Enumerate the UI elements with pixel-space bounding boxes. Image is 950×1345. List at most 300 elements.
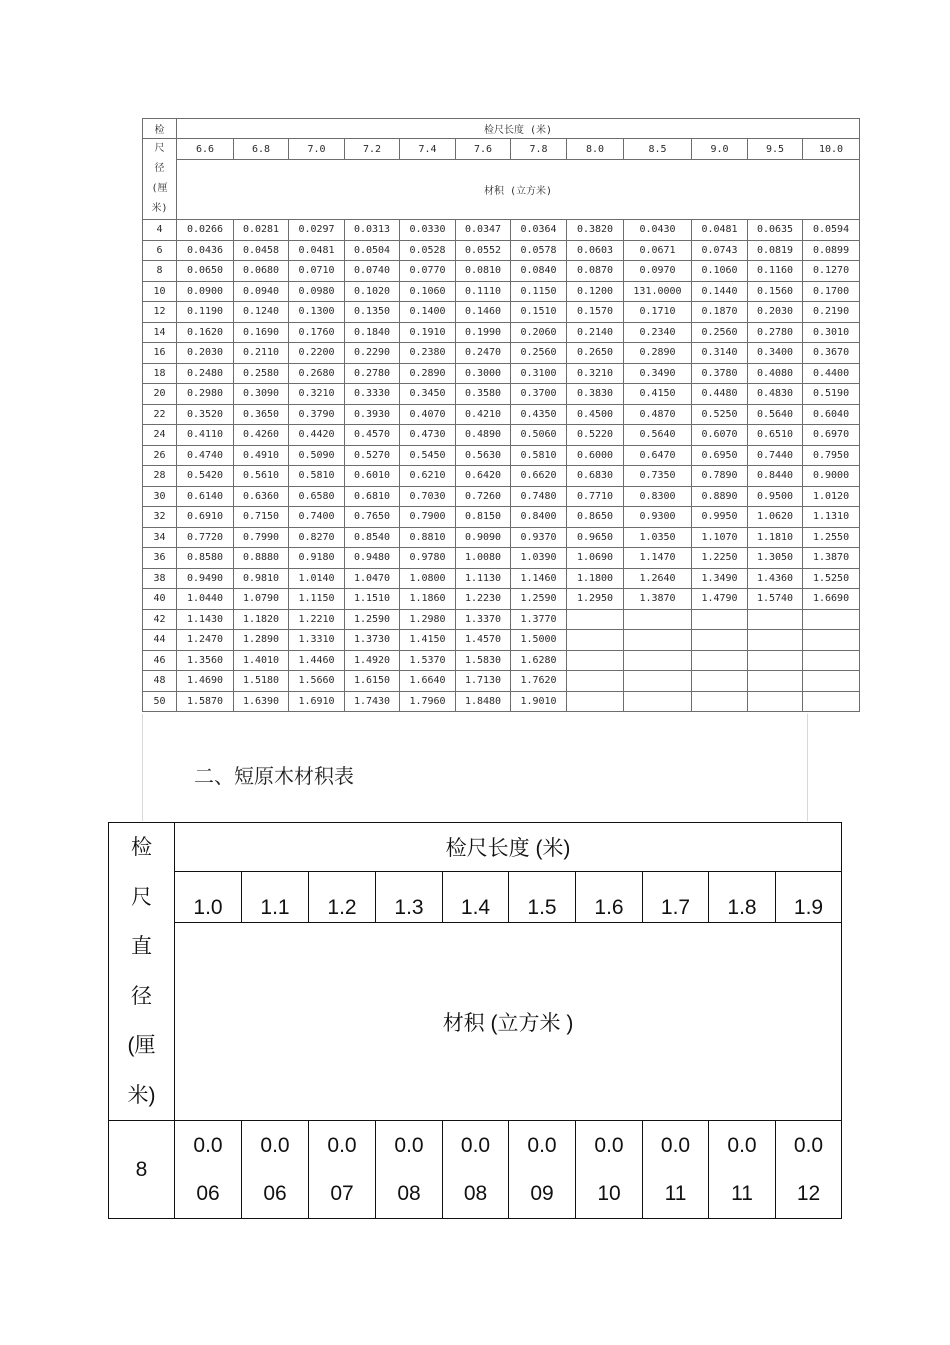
volume-cell: 0.0594 xyxy=(803,220,860,241)
volume-cell: 0.9480 xyxy=(345,548,400,569)
volume-cell: 0.6950 xyxy=(692,445,748,466)
volume-cell: 0.7150 xyxy=(234,507,289,528)
volume-cell: 1.2210 xyxy=(289,609,345,630)
volume-cell: 0.6140 xyxy=(177,486,234,507)
volume-cell: 0.4350 xyxy=(511,404,567,425)
volume-cell: 0.5060 xyxy=(511,425,567,446)
volume-cell: 0.0528 xyxy=(400,240,456,261)
length-header-cell: 1.8 xyxy=(709,872,776,923)
volume-cell: 0.6830 xyxy=(567,466,624,487)
volume-cell xyxy=(567,630,624,651)
volume-cell: 0.1690 xyxy=(234,322,289,343)
table-row xyxy=(143,404,860,425)
volume-cell: 0.6910 xyxy=(177,507,234,528)
table-row xyxy=(143,240,860,261)
volume-cell: 1.2890 xyxy=(234,630,289,651)
volume-cell-line: 0.0 xyxy=(193,1133,223,1157)
volume-cell: 0.0900 xyxy=(177,281,234,302)
volume-cell: 0.2650 xyxy=(567,343,624,364)
volume-cell: 1.4360 xyxy=(748,568,803,589)
diameter-cell: 44 xyxy=(143,630,177,651)
volume-cell: 0.2470 xyxy=(456,343,511,364)
length-header-cell: 1.5 xyxy=(509,872,576,923)
volume-cell: 0.2030 xyxy=(177,343,234,364)
volume-cell: 1.6910 xyxy=(289,691,345,712)
volume-cell: 0.1510 xyxy=(511,302,567,323)
volume-cell: 0.5270 xyxy=(345,445,400,466)
diameter-cell: 14 xyxy=(143,322,177,343)
volume-cell xyxy=(624,691,692,712)
volume-cell: 0.0819 xyxy=(748,240,803,261)
volume-cell: 0.6070 xyxy=(692,425,748,446)
volume-cell: 0.1160 xyxy=(748,261,803,282)
volume-cell: 0.4080 xyxy=(748,363,803,384)
volume-cell xyxy=(175,1121,242,1219)
diameter-label-line: 尺 xyxy=(154,143,165,154)
volume-cell: 0.6470 xyxy=(624,445,692,466)
table-row xyxy=(109,1121,842,1219)
volume-cell: 0.5630 xyxy=(456,445,511,466)
volume-cell xyxy=(709,1121,776,1219)
volume-cell xyxy=(376,1121,443,1219)
volume-cell: 1.0390 xyxy=(511,548,567,569)
volume-cell: 0.0680 xyxy=(234,261,289,282)
volume-cell xyxy=(692,691,748,712)
diameter-cell: 20 xyxy=(143,384,177,405)
volume-cell: 0.9490 xyxy=(177,568,234,589)
volume-cell: 1.1150 xyxy=(289,589,345,610)
volume-cell: 0.2980 xyxy=(177,384,234,405)
volume-cell: 0.1910 xyxy=(400,322,456,343)
volume-cell: 0.7650 xyxy=(345,507,400,528)
volume-cell: 0.1240 xyxy=(234,302,289,323)
volume-cell: 0.2480 xyxy=(177,363,234,384)
table-row xyxy=(143,343,860,364)
volume-cell: 0.4740 xyxy=(177,445,234,466)
timber-volume-table-long xyxy=(142,118,860,712)
volume-cell: 0.4870 xyxy=(624,404,692,425)
volume-cell: 0.1400 xyxy=(400,302,456,323)
volume-cell: 0.3650 xyxy=(234,404,289,425)
volume-cell: 0.8890 xyxy=(692,486,748,507)
volume-cell: 0.1570 xyxy=(567,302,624,323)
volume-cell: 0.3670 xyxy=(803,343,860,364)
volume-cell: 1.9010 xyxy=(511,691,567,712)
length-header-cell: 1.7 xyxy=(643,872,709,923)
volume-cell xyxy=(748,691,803,712)
volume-cell: 1.6280 xyxy=(511,650,567,671)
diameter-cell: 28 xyxy=(143,466,177,487)
volume-cell: 0.0364 xyxy=(511,220,567,241)
volume-cell: 0.1190 xyxy=(177,302,234,323)
volume-cell xyxy=(309,1121,376,1219)
volume-cell: 1.2550 xyxy=(803,527,860,548)
volume-cell: 0.3790 xyxy=(289,404,345,425)
volume-cell: 0.8300 xyxy=(624,486,692,507)
volume-cell xyxy=(692,609,748,630)
diameter-cell: 26 xyxy=(143,445,177,466)
volume-cell: 0.1710 xyxy=(624,302,692,323)
section-heading: 二、短原木材积表 xyxy=(194,764,354,788)
volume-cell: 0.0504 xyxy=(345,240,400,261)
volume-cell: 0.8580 xyxy=(177,548,234,569)
length-title: 检尺长度 (米) xyxy=(177,119,860,139)
length-header-cell: 7.0 xyxy=(289,139,345,160)
volume-cell: 0.3820 xyxy=(567,220,624,241)
length-header-cell: 1.1 xyxy=(242,872,309,923)
volume-cell: 0.7990 xyxy=(234,527,289,548)
volume-cell xyxy=(509,1121,576,1219)
volume-cell: 1.0350 xyxy=(624,527,692,548)
volume-cell xyxy=(803,630,860,651)
volume-cell: 0.2060 xyxy=(511,322,567,343)
volume-cell: 1.2470 xyxy=(177,630,234,651)
volume-cell: 0.2290 xyxy=(345,343,400,364)
volume-cell: 1.4920 xyxy=(345,650,400,671)
volume-cell xyxy=(567,650,624,671)
length-header-cell: 6.6 xyxy=(177,139,234,160)
volume-cell: 0.1700 xyxy=(803,281,860,302)
volume-cell: 0.9090 xyxy=(456,527,511,548)
volume-cell: 0.0313 xyxy=(345,220,400,241)
volume-cell xyxy=(748,609,803,630)
volume-cell: 1.1430 xyxy=(177,609,234,630)
volume-cell: 0.2560 xyxy=(511,343,567,364)
volume-cell xyxy=(803,671,860,692)
volume-cell: 0.6000 xyxy=(567,445,624,466)
volume-cell xyxy=(567,671,624,692)
volume-cell: 0.2780 xyxy=(345,363,400,384)
volume-cell: 1.5370 xyxy=(400,650,456,671)
volume-cell: 0.6810 xyxy=(345,486,400,507)
volume-cell: 0.0436 xyxy=(177,240,234,261)
volume-cell xyxy=(748,630,803,651)
diameter-cell: 38 xyxy=(143,568,177,589)
volume-cell: 1.4570 xyxy=(456,630,511,651)
volume-cell: 1.2590 xyxy=(511,589,567,610)
diameter-cell: 50 xyxy=(143,691,177,712)
volume-cell: 0.1020 xyxy=(345,281,400,302)
volume-cell: 1.7130 xyxy=(456,671,511,692)
volume-cell xyxy=(803,609,860,630)
volume-cell: 0.1990 xyxy=(456,322,511,343)
volume-cell: 0.4730 xyxy=(400,425,456,446)
table-row xyxy=(143,220,860,241)
volume-cell: 0.0840 xyxy=(511,261,567,282)
length-header-cell: 1.4 xyxy=(443,872,509,923)
volume-cell: 1.0470 xyxy=(345,568,400,589)
length-header-cell: 7.8 xyxy=(511,139,567,160)
volume-cell: 1.1800 xyxy=(567,568,624,589)
table-row xyxy=(143,445,860,466)
volume-cell: 0.0743 xyxy=(692,240,748,261)
volume-cell: 0.4480 xyxy=(692,384,748,405)
volume-cell: 1.4460 xyxy=(289,650,345,671)
diameter-cell: 40 xyxy=(143,589,177,610)
diameter-cell: 12 xyxy=(143,302,177,323)
volume-cell: 1.0800 xyxy=(400,568,456,589)
volume-cell: 0.4500 xyxy=(567,404,624,425)
table-row xyxy=(143,486,860,507)
volume-cell: 0.4830 xyxy=(748,384,803,405)
volume-cell: 1.2230 xyxy=(456,589,511,610)
volume-cell xyxy=(624,650,692,671)
volume-cell xyxy=(567,609,624,630)
length-title: 检尺长度 (米) xyxy=(175,823,842,872)
volume-cell: 0.3780 xyxy=(692,363,748,384)
table-row xyxy=(143,302,860,323)
volume-cell: 0.3090 xyxy=(234,384,289,405)
volume-cell: 1.2950 xyxy=(567,589,624,610)
volume-cell: 0.9810 xyxy=(234,568,289,589)
volume-cell: 0.6970 xyxy=(803,425,860,446)
volume-cell: 1.0620 xyxy=(748,507,803,528)
diameter-cell: 16 xyxy=(143,343,177,364)
volume-cell: 0.4910 xyxy=(234,445,289,466)
volume-cell: 0.8650 xyxy=(567,507,624,528)
volume-cell-line: 07 xyxy=(330,1181,354,1205)
volume-cell: 0.2780 xyxy=(748,322,803,343)
length-header-cell: 8.0 xyxy=(567,139,624,160)
material-volume-label: 材积 (立方米 ) xyxy=(175,923,842,1121)
volume-cell: 0.5090 xyxy=(289,445,345,466)
diameter-cell: 30 xyxy=(143,486,177,507)
volume-cell: 0.5640 xyxy=(624,425,692,446)
volume-cell: 1.6150 xyxy=(345,671,400,692)
volume-cell: 0.3140 xyxy=(692,343,748,364)
table-row xyxy=(143,281,860,302)
diameter-label-line: 米) xyxy=(151,203,168,214)
volume-cell: 0.3580 xyxy=(456,384,511,405)
table-row xyxy=(143,384,860,405)
volume-cell: 0.0578 xyxy=(511,240,567,261)
diameter-cell: 24 xyxy=(143,425,177,446)
volume-cell-line: 11 xyxy=(731,1181,753,1205)
length-header-cell: 1.6 xyxy=(576,872,643,923)
volume-cell: 0.9370 xyxy=(511,527,567,548)
volume-cell: 1.5180 xyxy=(234,671,289,692)
volume-cell: 0.5420 xyxy=(177,466,234,487)
volume-cell: 0.3490 xyxy=(624,363,692,384)
volume-cell: 131.0000 xyxy=(624,281,692,302)
volume-cell: 0.2890 xyxy=(624,343,692,364)
volume-cell: 0.9500 xyxy=(748,486,803,507)
volume-cell: 0.4570 xyxy=(345,425,400,446)
volume-cell: 1.5000 xyxy=(511,630,567,651)
volume-cell-line: 0.0 xyxy=(460,1133,491,1157)
diameter-cell: 22 xyxy=(143,404,177,425)
volume-cell: 1.3490 xyxy=(692,568,748,589)
diameter-cell: 18 xyxy=(143,363,177,384)
volume-cell: 1.0690 xyxy=(567,548,624,569)
volume-cell: 0.0635 xyxy=(748,220,803,241)
volume-cell: 1.2980 xyxy=(400,609,456,630)
volume-cell: 0.1350 xyxy=(345,302,400,323)
volume-cell: 0.0970 xyxy=(624,261,692,282)
volume-cell: 0.3330 xyxy=(345,384,400,405)
volume-cell: 0.6040 xyxy=(803,404,860,425)
volume-cell: 0.0330 xyxy=(400,220,456,241)
timber-volume-table-short xyxy=(108,822,842,1219)
table-row xyxy=(143,589,860,610)
volume-cell-line: 0.0 xyxy=(793,1133,824,1157)
volume-cell: 1.0080 xyxy=(456,548,511,569)
volume-cell: 0.1870 xyxy=(692,302,748,323)
volume-cell-line: 0.0 xyxy=(527,1133,557,1157)
volume-cell xyxy=(692,671,748,692)
volume-cell: 0.2030 xyxy=(748,302,803,323)
volume-cell: 0.5250 xyxy=(692,404,748,425)
volume-cell xyxy=(242,1121,309,1219)
volume-cell: 1.6690 xyxy=(803,589,860,610)
length-header-cell: 1.2 xyxy=(309,872,376,923)
table-row xyxy=(143,322,860,343)
volume-cell xyxy=(643,1121,709,1219)
volume-cell-line: 08 xyxy=(397,1181,421,1205)
volume-cell: 1.1470 xyxy=(624,548,692,569)
volume-cell: 0.0266 xyxy=(177,220,234,241)
diameter-label xyxy=(143,139,177,220)
volume-cell: 0.6360 xyxy=(234,486,289,507)
volume-cell xyxy=(624,671,692,692)
volume-cell: 0.2190 xyxy=(803,302,860,323)
length-header-cell: 10.0 xyxy=(803,139,860,160)
volume-cell-line: 09 xyxy=(530,1181,554,1205)
length-header-cell: 7.6 xyxy=(456,139,511,160)
volume-cell: 0.0980 xyxy=(289,281,345,302)
volume-cell: 0.3930 xyxy=(345,404,400,425)
volume-cell: 0.0740 xyxy=(345,261,400,282)
volume-cell: 1.1310 xyxy=(803,507,860,528)
volume-cell: 0.4420 xyxy=(289,425,345,446)
volume-cell-line: 0.0 xyxy=(594,1133,624,1157)
diameter-cell: 46 xyxy=(143,650,177,671)
length-header-cell: 1.3 xyxy=(376,872,443,923)
volume-cell: 0.9780 xyxy=(400,548,456,569)
diameter-label-line: 径 xyxy=(131,984,152,1008)
volume-cell: 0.9300 xyxy=(624,507,692,528)
table-row xyxy=(143,425,860,446)
volume-cell-line: 0.0 xyxy=(660,1133,691,1157)
material-volume-label: 材积 (立方米) xyxy=(177,160,860,220)
volume-cell: 0.6510 xyxy=(748,425,803,446)
volume-cell: 0.7480 xyxy=(511,486,567,507)
volume-cell: 0.1760 xyxy=(289,322,345,343)
volume-cell xyxy=(624,609,692,630)
volume-cell: 1.5870 xyxy=(177,691,234,712)
volume-cell: 0.2110 xyxy=(234,343,289,364)
volume-cell: 0.0870 xyxy=(567,261,624,282)
volume-cell: 1.7620 xyxy=(511,671,567,692)
volume-cell: 0.6420 xyxy=(456,466,511,487)
length-header-cell: 7.2 xyxy=(345,139,400,160)
volume-cell: 0.0297 xyxy=(289,220,345,241)
diameter-cell: 34 xyxy=(143,527,177,548)
table-row xyxy=(143,568,860,589)
volume-cell: 0.5450 xyxy=(400,445,456,466)
volume-cell: 0.3010 xyxy=(803,322,860,343)
volume-cell: 0.8880 xyxy=(234,548,289,569)
volume-cell: 0.6010 xyxy=(345,466,400,487)
length-header-cell: 7.4 xyxy=(400,139,456,160)
volume-cell: 1.1860 xyxy=(400,589,456,610)
volume-cell: 0.5810 xyxy=(511,445,567,466)
volume-cell: 0.0281 xyxy=(234,220,289,241)
volume-cell: 0.6620 xyxy=(511,466,567,487)
volume-cell: 1.1460 xyxy=(511,568,567,589)
volume-cell: 0.9950 xyxy=(692,507,748,528)
volume-cell: 0.4070 xyxy=(400,404,456,425)
volume-cell: 0.8810 xyxy=(400,527,456,548)
volume-cell: 1.1820 xyxy=(234,609,289,630)
volume-cell xyxy=(692,630,748,651)
table-row xyxy=(143,548,860,569)
volume-cell: 0.1460 xyxy=(456,302,511,323)
volume-cell: 0.9180 xyxy=(289,548,345,569)
volume-cell: 1.0140 xyxy=(289,568,345,589)
volume-cell: 0.0603 xyxy=(567,240,624,261)
volume-cell: 1.4010 xyxy=(234,650,289,671)
volume-cell: 0.1060 xyxy=(400,281,456,302)
volume-cell-line: 08 xyxy=(463,1181,488,1205)
volume-cell: 0.7260 xyxy=(456,486,511,507)
volume-cell: 1.3730 xyxy=(345,630,400,651)
volume-cell-line: 0.0 xyxy=(394,1133,424,1157)
volume-cell: 0.6580 xyxy=(289,486,345,507)
volume-cell: 0.0899 xyxy=(803,240,860,261)
volume-cell: 0.0347 xyxy=(456,220,511,241)
volume-cell: 0.0940 xyxy=(234,281,289,302)
volume-cell: 0.1270 xyxy=(803,261,860,282)
volume-cell: 1.5660 xyxy=(289,671,345,692)
volume-cell xyxy=(803,691,860,712)
volume-cell xyxy=(576,1121,643,1219)
volume-cell: 0.5610 xyxy=(234,466,289,487)
volume-cell: 0.2340 xyxy=(624,322,692,343)
volume-cell: 1.2250 xyxy=(692,548,748,569)
diameter-label-line: (厘 xyxy=(151,183,168,194)
volume-cell: 1.1510 xyxy=(345,589,400,610)
diameter-cell: 8 xyxy=(143,261,177,282)
volume-cell xyxy=(776,1121,842,1219)
volume-cell: 0.4890 xyxy=(456,425,511,446)
volume-cell: 0.9000 xyxy=(803,466,860,487)
volume-cell: 0.4210 xyxy=(456,404,511,425)
volume-cell: 0.3830 xyxy=(567,384,624,405)
volume-cell: 1.4690 xyxy=(177,671,234,692)
volume-cell: 0.7440 xyxy=(748,445,803,466)
volume-cell: 0.3450 xyxy=(400,384,456,405)
volume-cell: 0.3520 xyxy=(177,404,234,425)
diameter-header-cell: 检 xyxy=(143,119,177,139)
volume-cell xyxy=(692,650,748,671)
table-row xyxy=(143,671,860,692)
volume-cell: 1.6640 xyxy=(400,671,456,692)
volume-cell: 1.3870 xyxy=(624,589,692,610)
table-row xyxy=(143,609,860,630)
volume-cell: 0.1060 xyxy=(692,261,748,282)
volume-cell: 0.1560 xyxy=(748,281,803,302)
volume-cell: 0.3000 xyxy=(456,363,511,384)
volume-cell: 0.7950 xyxy=(803,445,860,466)
volume-cell: 0.7900 xyxy=(400,507,456,528)
table-row xyxy=(143,363,860,384)
table-row xyxy=(143,507,860,528)
volume-cell: 1.4150 xyxy=(400,630,456,651)
length-header-cell: 9.5 xyxy=(748,139,803,160)
volume-cell-line: 11 xyxy=(664,1181,687,1205)
volume-cell: 0.3210 xyxy=(567,363,624,384)
